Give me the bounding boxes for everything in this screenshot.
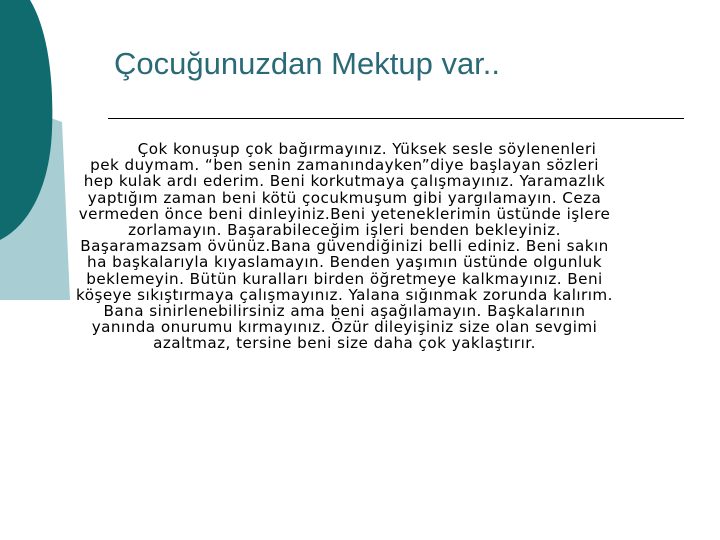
letter-body: Çok konuşup çok bağırmayınız. Yüksek sesle söylenenleri pek duymam. “ben senin zamanındayken”diye başlayan sözleri hep kulak ardı ederim. Beni korkutmaya çalışmayınız. Yaramazlık yaptığım zaman beni kötü çocukmuşum gibi yargılamayın. Ceza vermeden önce beni dinleyiniz.Beni yeteneklerimin üstünde işlere zorlamayın. Başarabileceğim işleri benden bekleyiniz. Başaramazsam övünüz.Bana güvendiğinizi belli ediniz. Beni sakın ha başkalarıyla kıyaslamayın. Benden yaşımın üstünde olgunluk beklemeyin. Bütün kuralları birden öğretmeye kalkmayınız. Beni köşeye sıkıştırmaya çalışmayınız. Yalana sığınmak zorunda kalırım. Bana sinirlenebilirsiniz ama beni aşağılamayın. Başkalarının yanında onurumu kırmayınız. Özür dileyişiniz size olan sevgimi azaltmaz, tersine beni size daha çok yaklaştırır. xyxy=(76,140,613,353)
title-divider xyxy=(108,118,684,119)
slide-title: Çocuğunuzdan Mektup var.. xyxy=(114,46,501,81)
corner-decoration xyxy=(0,0,70,300)
